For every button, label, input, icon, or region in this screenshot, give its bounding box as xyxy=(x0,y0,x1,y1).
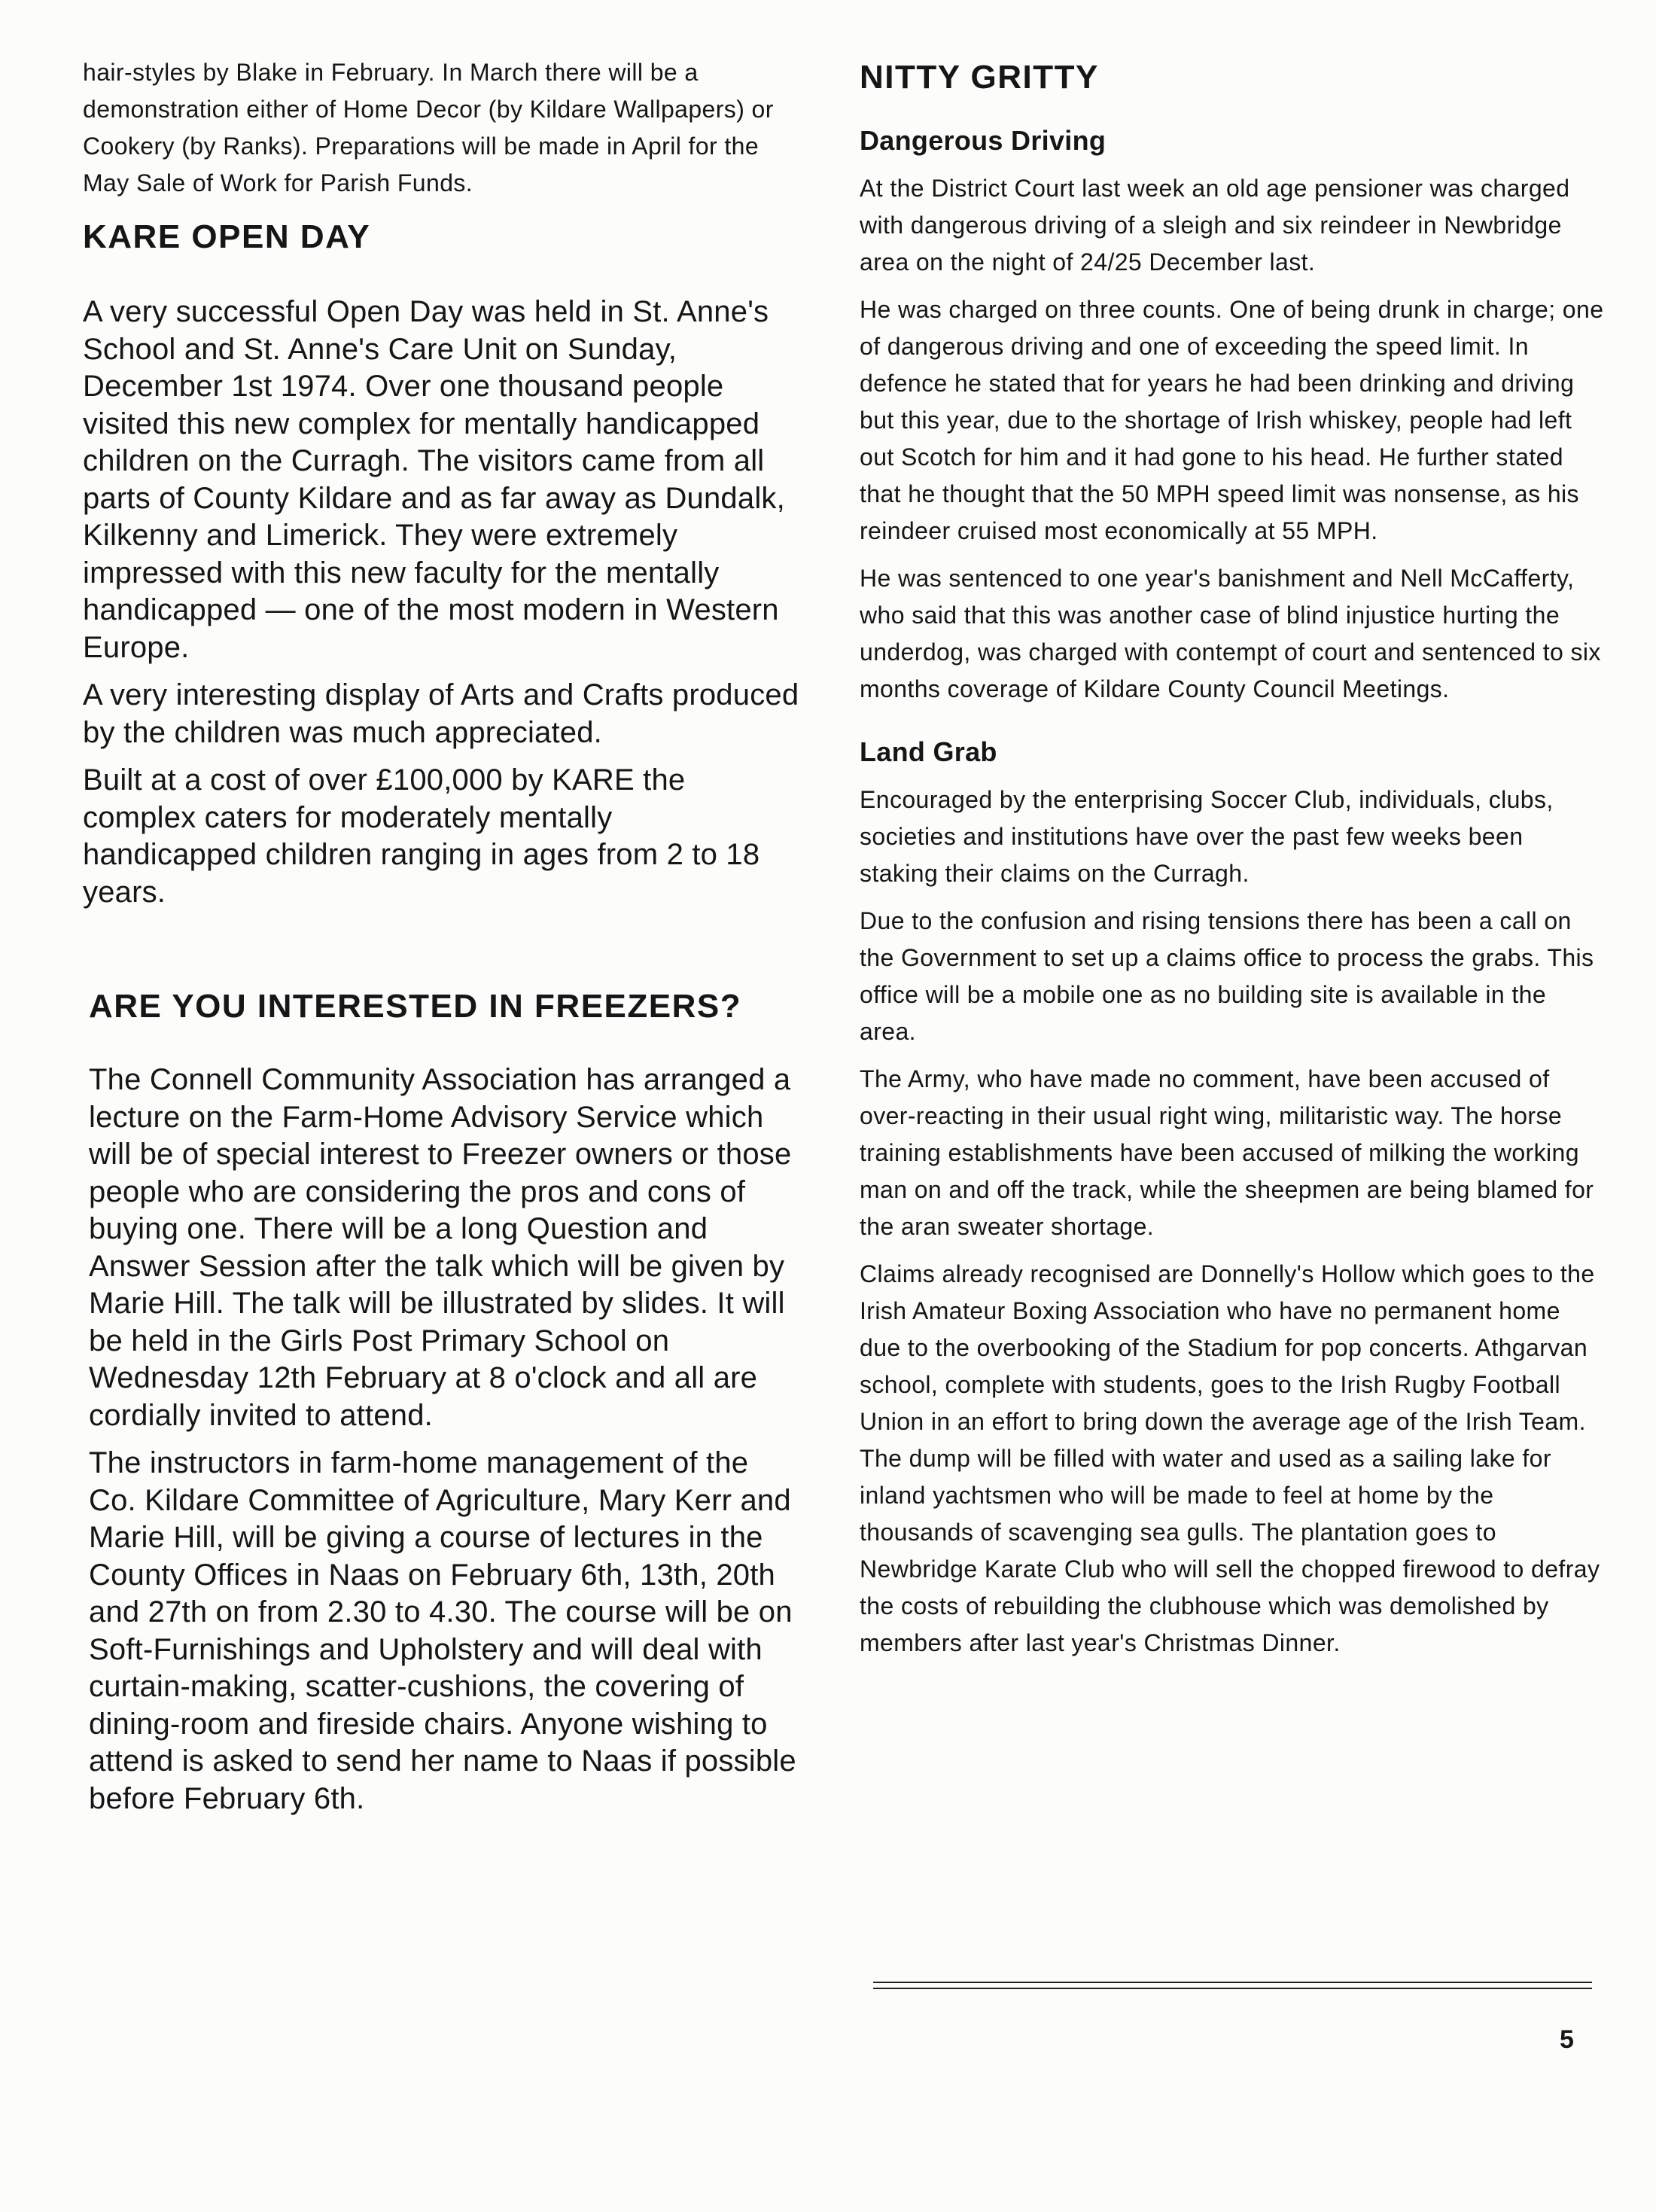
freezers-article xyxy=(89,1062,820,1817)
dangerous-driving-paragraph-2: He was charged on three counts. One of being drunk in charge; one of dangerous driving and one of exceeding the speed limit. In defence he stated that for years he had been drinking and driving but this year, due to the shortage of Irish whiskey, people had left out Scotch for him and it had gone to his head. He further stated that he thought that the 50 MPH speed limit was nonsense, as his reindeer cruised most economically at 55 MPH. xyxy=(860,296,1604,544)
land-grab-paragraph-4: Claims already recognised are Donnelly's Hollow which goes to the Irish Amateur Boxing Association who have no permanent home due to the overbooking of the Stadium for pop concerts. Athgarvan school, complete with students, goes to the Irish Rugby Football Union in an effort to bring down the average age of the Irish Team. The dump will be filled with water and used as a sailing lake for inland yachtsmen who will be made to feel at home by the thousands of scavenging sea gulls. The plantation goes to Newbridge Karate Club who will sell the chopped firewood to defray the costs of rebuilding the clubhouse which was demolished by members after last year's Christmas Dinner. xyxy=(860,1260,1600,1656)
land-grab-paragraph-3: The Army, who have made no comment, have been accused of over-reacting in their usual right wing, militaristic way. The horse training establishments have been accused of milking the working man on and off the track, while the sheepmen are being blamed for the aran sweater shortage. xyxy=(860,1065,1594,1240)
dangerous-driving-paragraph-1: At the District Court last week an old age pensioner was charged with dangerous driving of a sleigh and six reindeer in Newbridge area on the night of 24/25 December last. xyxy=(860,175,1570,276)
land-grab-subheading: Land Grab xyxy=(860,736,997,767)
freezers-paragraph-1: The Connell Community Association has arranged a lecture on the Farm-Home Advisory Service which will be of special interest to Freezer owners or those people who are considering the pros and cons of buying one. There will be a long Question and Answer Session after the talk which will be given by Marie Hill. The talk will be illustrated by slides. It will be held in the Girls Post Primary School on Wednesday 12th February at 8 o'clock and all are cordially invited to attend. xyxy=(89,1063,792,1432)
kare-heading: KARE OPEN DAY xyxy=(83,218,371,255)
kare-paragraph-1: A very successful Open Day was held in St. Anne's School and St. Anne's Care Unit on Sunday, December 1st 1974. Over one thousand people visited this new complex for mentally handicapped children on the Curragh. The visitors came from all parts of County Kildare and as far away as Dundalk, Kilkenny and Limerick. They were extremely impressed with this new faculty for the mentally handicapped — one of the most modern in Western Europe. xyxy=(83,295,785,664)
freezers-heading: ARE YOU INTERESTED IN FREEZERS? xyxy=(89,988,742,1025)
nitty-gritty-heading: NITTY GRITTY xyxy=(860,59,1099,96)
kare-article xyxy=(83,294,820,911)
left-column xyxy=(83,54,820,1817)
kare-paragraph-2: A very interesting display of Arts and Crafts produced by the children was much appreciated. xyxy=(83,678,799,749)
section-divider-rule-bottom xyxy=(873,1988,1592,1989)
land-grab-paragraph-1: Encouraged by the enterprising Soccer Club, individuals, clubs, societies and institutions have over the past few weeks been staking their claims on the Curragh. xyxy=(860,786,1554,887)
dangerous-driving-article xyxy=(860,170,1605,708)
land-grab-article xyxy=(860,782,1605,1662)
section-divider-rule-top xyxy=(873,1982,1592,1983)
right-column xyxy=(860,59,1605,1662)
intro-paragraph: hair-styles by Blake in February. In March there will be a demonstration either of Home Decor (by Kildare Wallpapers) or Cookery (by Ranks). Preparations will be made in April for the May Sale of Work for Parish Funds. xyxy=(83,59,774,197)
freezers-paragraph-2: The instructors in farm-home management of the Co. Kildare Committee of Agriculture, Mary Kerr and Marie Hill, will be giving a course of lectures in the County Offices in Naas on February 6th, 13th, 20th and 27th on from 2.30 to 4.30. The course will be on Soft-Furnishings and Upholstery and will deal with curtain-making, scatter-cushions, the covering of dining-room and fireside chairs. Anyone wishing to attend is asked to send her name to Naas if possible before February 6th. xyxy=(89,1446,796,1815)
dangerous-driving-paragraph-3: He was sentenced to one year's banishment and Nell McCafferty, who said that this was another case of blind injustice hurting the underdog, was charged with contempt of court and sentenced to six months coverage of Kildare County Council Meetings. xyxy=(860,565,1601,702)
kare-paragraph-3: Built at a cost of over £100,000 by KARE the complex caters for moderately mentally handicapped children ranging in ages from 2 to 18 years. xyxy=(83,763,760,909)
page-number: 5 xyxy=(1560,2025,1574,2054)
land-grab-paragraph-2: Due to the confusion and rising tensions there has been a call on the Government to set up a claims office to process the grabs. This office will be a mobile one as no building site is available in the area. xyxy=(860,907,1594,1045)
dangerous-driving-subheading: Dangerous Driving xyxy=(860,125,1107,156)
